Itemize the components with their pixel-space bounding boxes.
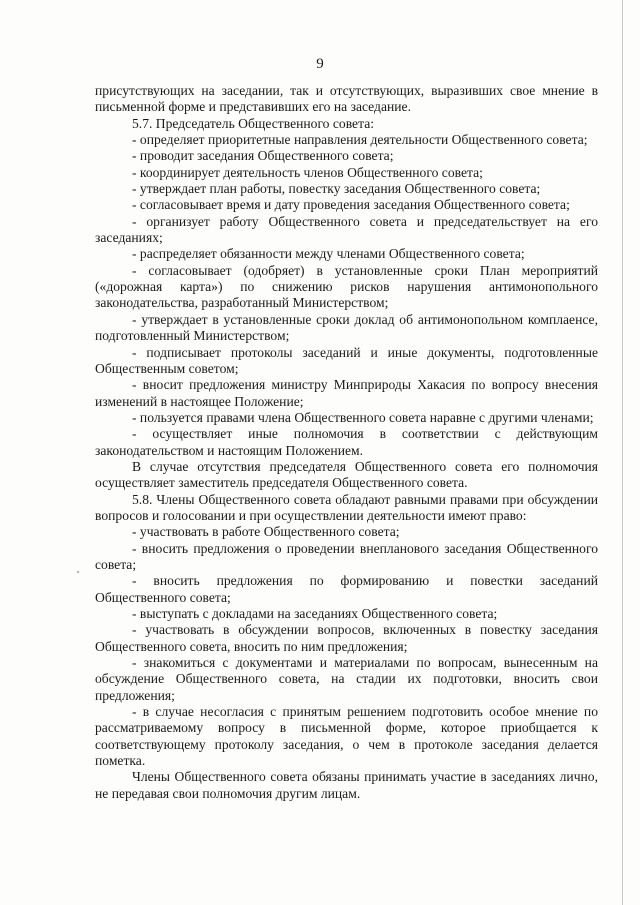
list-item: - проводит заседания Общественного совета; — [132, 148, 394, 164]
list-item: - утверждает в установленные сроки доклад об антимонопольном комплаенсе, подготовленный Министерством; — [95, 311, 598, 344]
list-item: - осуществляет иные полномочия в соответствии с действующим законодательством и настоящим Положением. — [95, 426, 598, 458]
section-heading-5-8: 5.8. Члены Общественного совета обладают равными правами при обсуждении вопросов и голосовании и при осуществлении деятельности имеют право: — [95, 491, 598, 523]
paragraph: В случае отсутствия председателя Общественного совета его полномочия осуществляет заместитель председателя Общественного совета. — [95, 458, 598, 491]
list-item: - распределяет обязанности между членами Общественного совета; — [132, 246, 525, 262]
list-item: - выступать с докладами на заседаниях Общественного совета; — [132, 606, 498, 621]
paragraph: Члены Общественного совета обязаны принимать участие в заседаниях лично, не передавая свои полномочия другим лицам. — [95, 769, 598, 801]
list-item: - координирует деятельность членов Общественного совета; — [132, 164, 483, 180]
page-number: 9 — [316, 56, 324, 72]
list-item: - вносить предложения о проведении внепланового заседания Общественного совета; — [95, 540, 598, 572]
paragraph: присутствующих на заседании, так и отсутствующих, выразивших свое мнение в письменной форме и представивших его на заседание. — [95, 83, 598, 115]
list-item: - участвовать в работе Общественного совета; — [132, 524, 400, 540]
list-item: - в случае несогласия с принятым решением подготовить особое мнение по рассматриваемому вопросу в письменной форме, которое приобщается к соответствующему протоколу заседания, о чем в протоколе заседания делается пометка. — [95, 704, 598, 769]
list-item: - знакомиться с документами и материалами по вопросам, вынесенным на обсуждение Общественного совета, на стадии их подготовки, вносить свои предложения; — [95, 655, 598, 703]
list-item: - пользуется правами члена Общественного совета наравне с другими членами; — [132, 409, 594, 425]
list-item: - подписывает протоколы заседаний и иные документы, подготовленные Общественным советом; — [95, 344, 598, 376]
list-item: - организует работу Общественного совета и председательствует на его заседаниях; — [95, 213, 598, 246]
section-heading-5-7: 5.7. Председатель Общественного совета: — [132, 115, 374, 131]
list-item: - согласовывает время и дату проведения заседания Общественного совета; — [132, 197, 570, 213]
scan-speck — [77, 571, 79, 573]
list-item: - определяет приоритетные направления деятельности Общественного совета; — [132, 132, 588, 148]
list-item: - утверждает план работы, повестку заседания Общественного совета; — [132, 181, 541, 197]
list-item: - согласовывает (одобряет) в установленные сроки План мероприятий («дорожная карта») по снижению рисков нарушения антимонопольного законодательства, разработанный Министерством; — [95, 262, 598, 311]
list-item: - участвовать в обсуждении вопросов, включенных в повестку заседания Общественного совета, вносить по ним предложения; — [95, 622, 598, 654]
list-item: - вносить предложения по формированию и повестки заседаний Общественного совета; — [95, 573, 598, 605]
list-item: - вносит предложения министру Минприроды Хакасия по вопросу внесения изменений в настоящее Положение; — [95, 377, 598, 409]
scan-edge-line — [622, 0, 623, 905]
document-body — [95, 83, 598, 802]
